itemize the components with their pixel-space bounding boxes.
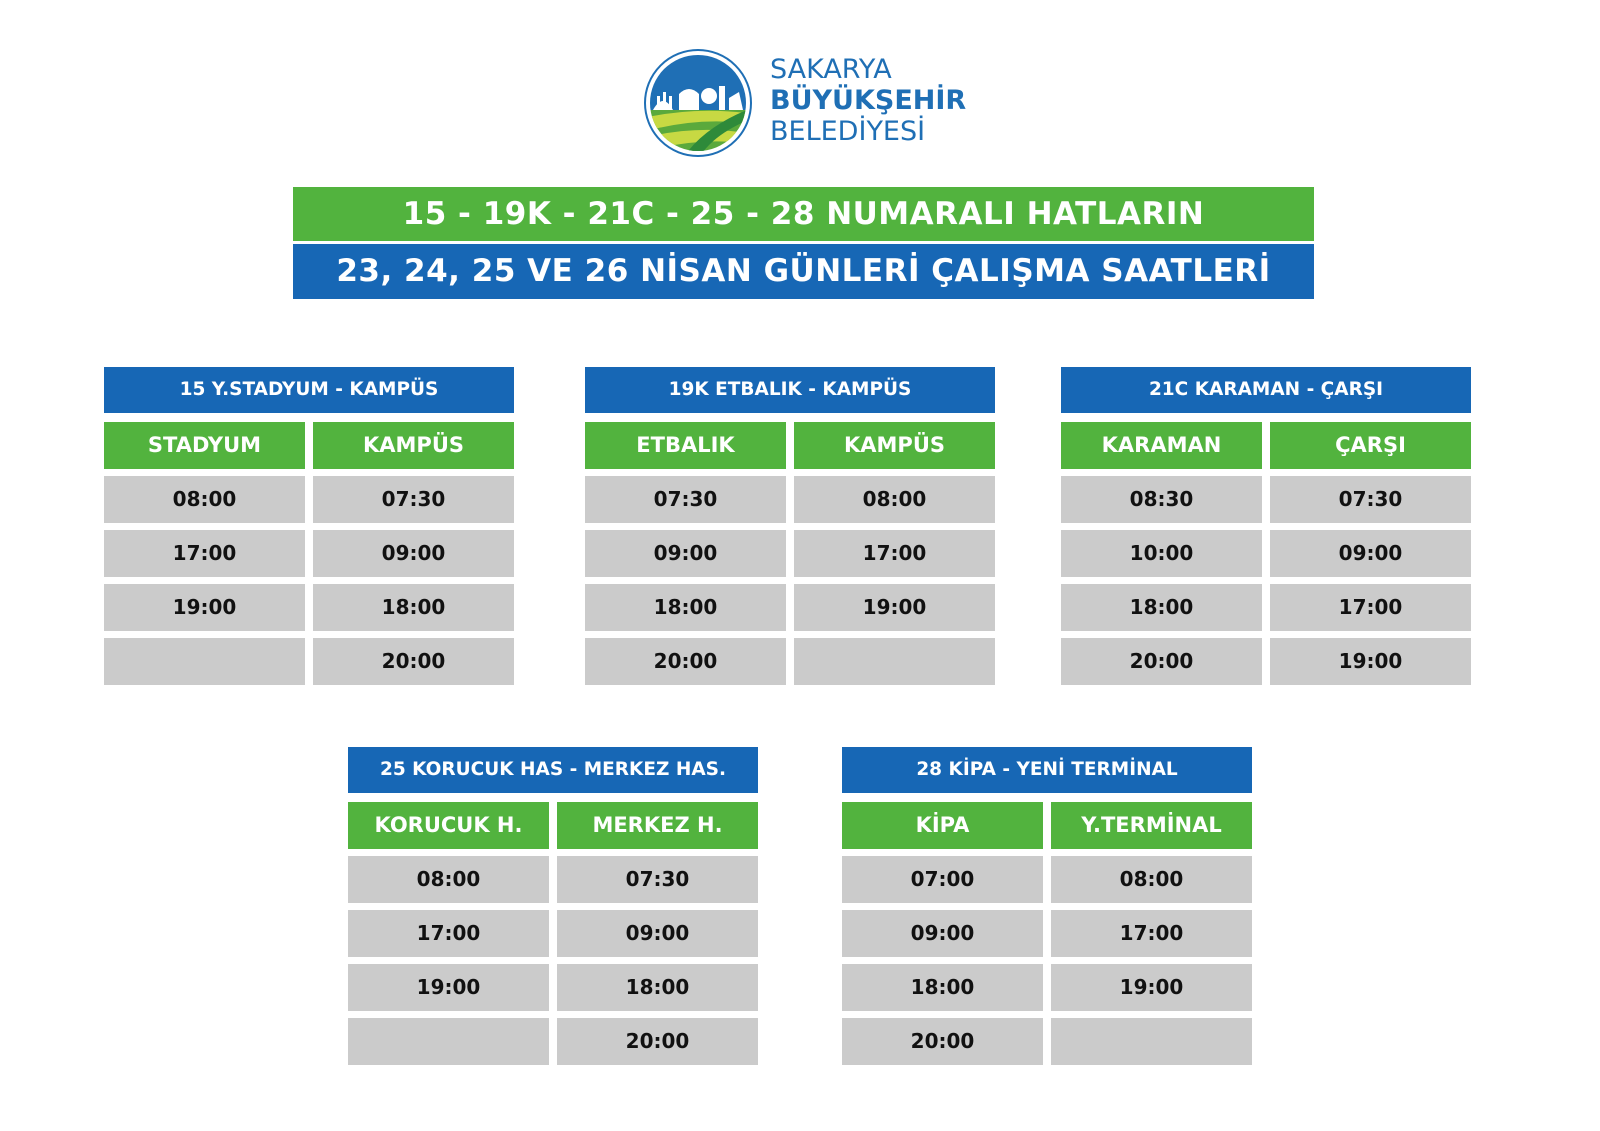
time-cell: 09:00 <box>842 910 1043 957</box>
time-cell: 07:30 <box>313 476 514 523</box>
route-title: 19K ETBALIK - KAMPÜS <box>585 367 995 413</box>
time-cell: 20:00 <box>557 1018 758 1065</box>
column-header-origin: STADYUM <box>104 422 305 469</box>
header-banner-dates: 23, 24, 25 VE 26 NİSAN GÜNLERİ ÇALIŞMA SAATLERİ <box>293 244 1314 299</box>
time-cell: 19:00 <box>794 584 995 631</box>
column-header-destination: KAMPÜS <box>313 422 514 469</box>
time-cell: 20:00 <box>842 1018 1043 1065</box>
time-cell: 18:00 <box>585 584 786 631</box>
column-header-destination: ÇARŞI <box>1270 422 1471 469</box>
time-cell: 20:00 <box>585 638 786 685</box>
time-cell <box>794 638 995 685</box>
route-title: 15 Y.STADYUM - KAMPÜS <box>104 367 514 413</box>
time-cell: 08:00 <box>794 476 995 523</box>
time-cell: 18:00 <box>557 964 758 1011</box>
route-title: 28 KİPA - YENİ TERMİNAL <box>842 747 1252 793</box>
time-cell: 19:00 <box>104 584 305 631</box>
time-cell: 07:30 <box>585 476 786 523</box>
time-cell: 17:00 <box>104 530 305 577</box>
logo-line-2: BÜYÜKŞEHİR <box>770 85 967 116</box>
time-cell: 18:00 <box>313 584 514 631</box>
time-cell: 17:00 <box>348 910 549 957</box>
time-cell: 08:00 <box>348 856 549 903</box>
header-banner-lines: 15 - 19K - 21C - 25 - 28 NUMARALI HATLARIN <box>293 187 1314 241</box>
time-cell: 07:30 <box>557 856 758 903</box>
time-cell: 09:00 <box>313 530 514 577</box>
time-cell: 20:00 <box>1061 638 1262 685</box>
sakarya-city-emblem-icon <box>643 48 753 158</box>
column-header-destination: Y.TERMİNAL <box>1051 802 1252 849</box>
time-cell: 09:00 <box>557 910 758 957</box>
time-cell: 09:00 <box>1270 530 1471 577</box>
time-cell: 18:00 <box>842 964 1043 1011</box>
column-header-origin: KARAMAN <box>1061 422 1262 469</box>
time-cell: 19:00 <box>1270 638 1471 685</box>
time-cell: 17:00 <box>1270 584 1471 631</box>
route-table-15 <box>104 367 514 692</box>
time-cell: 17:00 <box>794 530 995 577</box>
column-header-origin: ETBALIK <box>585 422 786 469</box>
column-header-origin: KİPA <box>842 802 1043 849</box>
time-cell: 09:00 <box>585 530 786 577</box>
logo-line-1: SAKARYA <box>770 54 892 85</box>
time-cell: 07:30 <box>1270 476 1471 523</box>
time-cell: 19:00 <box>1051 964 1252 1011</box>
time-cell: 07:00 <box>842 856 1043 903</box>
logo-wordmark <box>770 54 966 147</box>
logo-line-3: BELEDİYESİ <box>770 116 926 147</box>
time-cell: 18:00 <box>1061 584 1262 631</box>
time-cell: 19:00 <box>348 964 549 1011</box>
time-cell: 10:00 <box>1061 530 1262 577</box>
route-table-21c <box>1061 367 1471 692</box>
route-table-19k <box>585 367 995 692</box>
route-title: 25 KORUCUK HAS - MERKEZ HAS. <box>348 747 758 793</box>
column-header-destination: KAMPÜS <box>794 422 995 469</box>
time-cell <box>1051 1018 1252 1065</box>
logo <box>643 48 983 158</box>
column-header-origin: KORUCUK H. <box>348 802 549 849</box>
time-cell <box>104 638 305 685</box>
time-cell <box>348 1018 549 1065</box>
time-cell: 20:00 <box>313 638 514 685</box>
time-cell: 17:00 <box>1051 910 1252 957</box>
time-cell: 08:00 <box>1051 856 1252 903</box>
column-header-destination: MERKEZ H. <box>557 802 758 849</box>
route-title: 21C KARAMAN - ÇARŞI <box>1061 367 1471 413</box>
route-table-28 <box>842 747 1252 1072</box>
time-cell: 08:00 <box>104 476 305 523</box>
route-table-25 <box>348 747 758 1072</box>
time-cell: 08:30 <box>1061 476 1262 523</box>
